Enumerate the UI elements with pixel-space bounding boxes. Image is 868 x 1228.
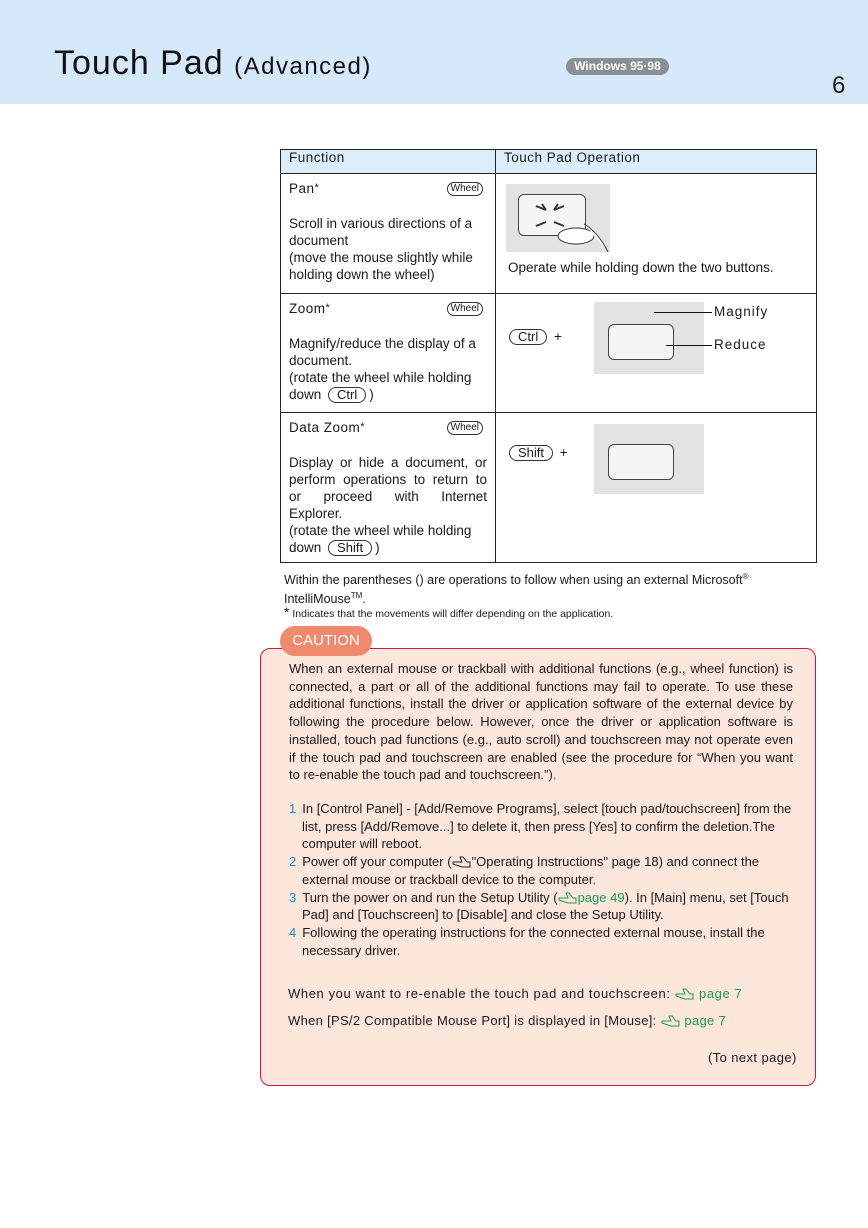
- page-link[interactable]: page 49: [577, 889, 625, 905]
- ps2-line: When [PS/2 Compatible Mouse Port] is displayed in [Mouse]: page 7: [288, 1013, 726, 1028]
- list-item: 1 In [Control Panel] - [Add/Remove Programs], select [touch pad/touchscreen] from the list, press [Add/Remove...] to delete it, then press [Yes] to confirm the deletion.The computer will reboot.: [289, 801, 792, 852]
- plus-sign: +: [553, 329, 562, 344]
- function-parenthetical: (rotate the wheel while holding down Shift ): [289, 523, 472, 555]
- function-table: [280, 149, 817, 563]
- asterisk-mark: *: [360, 421, 366, 433]
- title-subtitle: (Advanced): [234, 53, 372, 80]
- hand-pointer-icon: [675, 986, 695, 1000]
- title-main: Touch Pad: [54, 44, 224, 82]
- table-header-row: [281, 150, 817, 174]
- function-name: Zoom: [289, 301, 326, 316]
- column-header-operation: Touch Pad Operation: [496, 150, 817, 174]
- table-row: [281, 413, 817, 563]
- list-item: 3 Turn the power on and run the Setup Utility ( page 49). In [Main] menu, set [Touch Pad] and [Touchscreen] to [Disable] and close the Setup Utility.: [289, 889, 789, 923]
- page-title: [54, 44, 372, 83]
- next-page-note: (To next page): [708, 1050, 797, 1065]
- reference-text: "Operating Instructions" page 18: [471, 854, 659, 870]
- page-link[interactable]: page 7: [684, 1013, 726, 1028]
- ctrl-key: Ctrl: [509, 329, 547, 345]
- callout-line: [654, 312, 712, 313]
- list-item: 2 Power off your computer ( "Operating Instructions" page 18) and connect the external mouse or trackball device to the computer.: [289, 854, 760, 887]
- function-name: Data Zoom: [289, 420, 361, 435]
- touchpad-illustration: [594, 424, 704, 494]
- list-item: 4 Following the operating instructions for the connected external mouse, install the necessary driver.: [289, 924, 765, 958]
- asterisk-mark: *: [314, 182, 320, 194]
- function-parenthetical: (rotate the wheel while holding down Ctrl ): [289, 370, 472, 402]
- hand-pointer-icon: [661, 1013, 681, 1027]
- table-row: [281, 294, 817, 413]
- step-number: 3: [289, 889, 297, 905]
- os-badge: Windows 95·98: [566, 58, 669, 75]
- magnify-label: Magnify: [714, 304, 769, 319]
- caution-label: CAUTION: [280, 626, 372, 656]
- step-number: 2: [289, 854, 297, 870]
- function-description: Magnify/reduce the display of a document.: [289, 336, 476, 368]
- step-number: 1: [289, 801, 297, 816]
- shift-key: Shift: [328, 540, 372, 556]
- column-header-function: Function: [281, 150, 496, 174]
- hand-pointer-icon: [452, 854, 472, 868]
- asterisk-note: * Indicates that the movements will differ depending on the application.: [284, 604, 614, 620]
- function-name: Pan: [289, 181, 315, 196]
- function-parenthetical: (move the mouse slightly while holding down the wheel): [289, 250, 473, 282]
- ctrl-key: Ctrl: [328, 387, 366, 403]
- function-description: Scroll in various directions of a document: [289, 216, 473, 248]
- wheel-badge: Wheel: [447, 182, 483, 196]
- plus-sign: +: [559, 445, 568, 460]
- operation-cell: [496, 413, 817, 563]
- caution-body: When an external mouse or trackball with additional functions (e.g., wheel function) is connected, a part or all of the additional functions may fail to operate. To use these additional functions, install the driver or application software of the external device by following the procedure below. However, once the driver or application software is installed, touch pad functions (e.g., auto scroll) and touchscreen may not operate even if the touch pad and touchscreen are enabled (see the procedure for “When you want to re-enable the touch pad and touchscreen.”).: [289, 661, 793, 783]
- callout-line: [666, 345, 712, 346]
- step-number: 4: [289, 924, 297, 940]
- table-row: [281, 174, 817, 294]
- page-number: 6: [832, 72, 846, 99]
- page-link[interactable]: page 7: [698, 986, 743, 1001]
- operation-note: Operate while holding down the two buttons.: [508, 260, 774, 275]
- reduce-label: Reduce: [714, 337, 767, 352]
- shift-key: Shift: [509, 445, 553, 461]
- function-cell: [281, 294, 496, 413]
- touchpad-illustration: [506, 184, 610, 252]
- hand-illustration: [506, 184, 610, 252]
- function-description: Display or hide a document, or perform operations to return to or proceed with Internet Explorer.: [289, 455, 487, 521]
- function-cell: [281, 174, 496, 294]
- operation-cell: [496, 174, 817, 294]
- operation-cell: [496, 294, 817, 413]
- asterisk-mark: *: [325, 302, 331, 314]
- caution-steps: [289, 800, 793, 959]
- wheel-badge: Wheel: [447, 302, 483, 316]
- reenable-line: When you want to re-enable the touch pad and touchscreen: page 7: [288, 986, 743, 1001]
- wheel-badge: Wheel: [447, 421, 483, 435]
- function-cell: [281, 413, 496, 563]
- hand-pointer-icon: [558, 890, 578, 904]
- parentheses-note: Within the parentheses () are operations to follow when using an external Microsoft® IntelliMouse™.: [284, 572, 749, 607]
